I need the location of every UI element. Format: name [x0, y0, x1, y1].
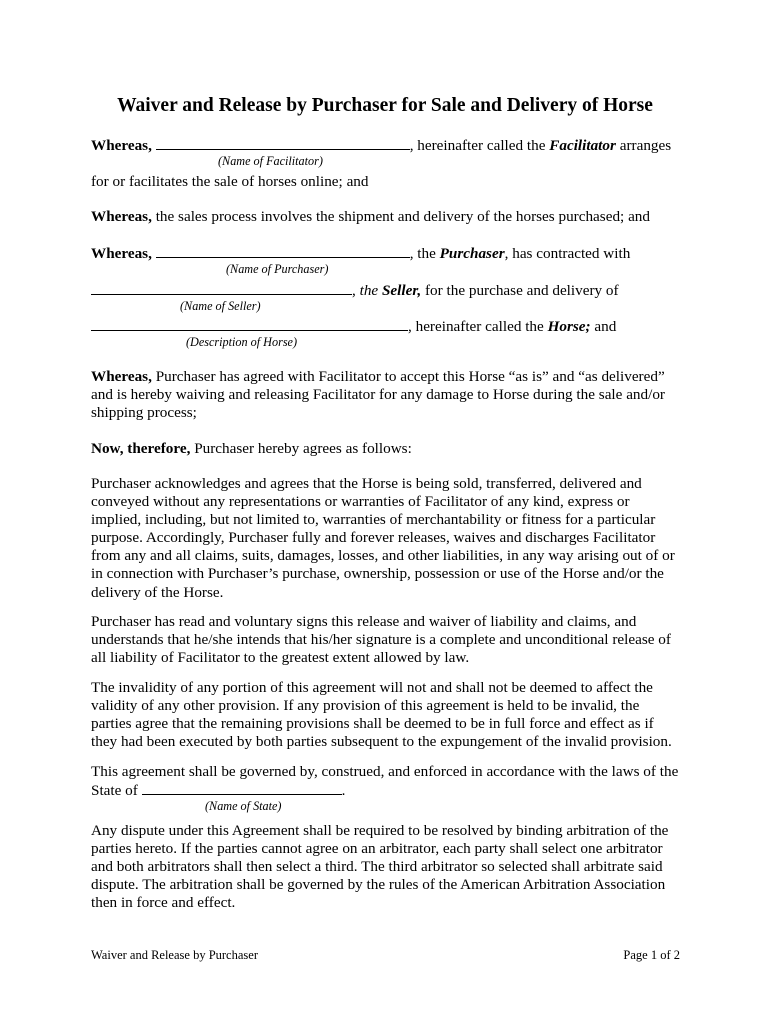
- seller-role: Seller,: [381, 282, 422, 299]
- paragraph-line: then in force and effect.: [91, 894, 236, 912]
- now-therefore-line: [91, 440, 412, 458]
- voluntary-signature-paragraph: [91, 613, 687, 667]
- horse-caption: (Description of Horse): [186, 335, 298, 349]
- seller-tail: for the purchase and delivery of: [425, 282, 619, 299]
- state-label: State of: [91, 782, 138, 799]
- release-paragraph: [91, 475, 687, 602]
- horse-description-blank[interactable]: [91, 317, 408, 331]
- paragraph-line: conveyed without any representations or warranties of Facilitator of any kind, express or: [91, 493, 630, 511]
- whereas-purchaser-line: [91, 244, 630, 263]
- whereas2-text: the sales process involves the shipment and delivery of the horses purchased; and: [155, 208, 650, 225]
- state-caption: (Name of State): [205, 799, 282, 813]
- facilitator-role: Facilitator: [549, 137, 616, 154]
- whereas1-tail: arranges: [619, 137, 672, 154]
- seller-line: [91, 281, 619, 300]
- now-therefore-text: Purchaser hereby agrees as follows:: [194, 440, 412, 457]
- facilitator-name-blank[interactable]: [156, 136, 410, 150]
- purchaser-name-blank[interactable]: [156, 244, 410, 258]
- whereas-label: Whereas,: [91, 245, 152, 262]
- paragraph-line: validity of any other provision. If any provision of this agreement is held to be invalid, the: [91, 697, 640, 715]
- seller-the: the: [359, 282, 379, 299]
- paragraph-line: in connection with Purchaser’s purchase, ownership, possession or use of the Horse and/or the: [91, 565, 664, 583]
- whereas-accept-line1: [91, 368, 665, 386]
- whereas4-line1: Purchaser has agreed with Facilitator to accept this Horse “as is” and “as delivered”: [155, 368, 665, 385]
- paragraph-line: delivery of the Horse.: [91, 583, 224, 601]
- whereas3-tail: , has contracted with: [504, 245, 631, 262]
- seller-caption: (Name of Seller): [180, 299, 261, 313]
- whereas-sales-process: [91, 208, 650, 226]
- document-title: Waiver and Release by Purchaser for Sale and Delivery of Horse: [117, 95, 653, 116]
- purchaser-caption: (Name of Purchaser): [226, 262, 329, 276]
- paragraph-line: implied, including, but not limited to, warranties of merchantability or fitness for a particular: [91, 511, 656, 529]
- seller-pre: ,: [352, 282, 356, 299]
- paragraph-line: and both arbitrators shall then select a third. The third arbitrator so selected shall arbitrate said: [91, 858, 663, 876]
- whereas3-after: , the: [409, 245, 436, 262]
- paragraph-line: parties agree that the remaining provisions shall be deemed to be in full force and effect as if: [91, 715, 654, 733]
- horse-line: [91, 317, 616, 336]
- paragraph-line: parties hereto. If the parties cannot agree on an arbitrator, each party shall select one arbitrator: [91, 840, 663, 858]
- state-period: .: [341, 782, 346, 799]
- facilitator-caption: (Name of Facilitator): [218, 154, 323, 168]
- horse-after: , hereinafter called the: [408, 318, 544, 335]
- arbitration-paragraph: [91, 822, 687, 912]
- paragraph-line: understands that he/she intends that his/her signature is a complete and unconditional release of: [91, 631, 671, 649]
- whereas-label: Whereas,: [91, 208, 152, 225]
- purchaser-role: Purchaser: [439, 245, 505, 262]
- paragraph-line: all liability of Facilitator to the greatest extent allowed by law.: [91, 649, 470, 667]
- state-name-blank[interactable]: [142, 781, 342, 795]
- whereas1-after: , hereinafter called the: [409, 137, 546, 154]
- paragraph-line: purpose. Accordingly, Purchaser fully and forever releases, waives and discharges Facilitator: [91, 529, 656, 547]
- paragraph-line: Any dispute under this Agreement shall be required to be resolved by binding arbitration of the: [91, 822, 669, 839]
- horse-tail: and: [594, 318, 617, 335]
- paragraph-line: Purchaser acknowledges and agrees that the Horse is being sold, transferred, delivered and: [91, 475, 642, 492]
- paragraph-line: The invalidity of any portion of this agreement will not and shall not be deemed to affect the: [91, 679, 653, 696]
- paragraph-line: dispute. The arbitration shall be governed by the rules of the American Arbitration Association: [91, 876, 666, 894]
- paragraph-line: Purchaser has read and voluntary signs this release and waiver of liability and claims, and: [91, 613, 637, 630]
- horse-role: Horse;: [547, 318, 591, 335]
- whereas-label: Whereas,: [91, 137, 152, 154]
- whereas-facilitator-line: [91, 136, 671, 155]
- now-therefore-label: Now, therefore,: [91, 440, 191, 457]
- whereas-label: Whereas,: [91, 368, 152, 385]
- seller-name-blank[interactable]: [91, 281, 352, 295]
- paragraph-line: from any and all claims, suits, damages, losses, and other liabilities, in any way arising out of or: [91, 547, 675, 565]
- whereas4-line3: shipping process;: [91, 404, 197, 421]
- whereas4-line2: and is hereby waiving and releasing Facilitator for any damage to Horse during the sale and/or: [91, 386, 665, 403]
- page-number: Page 1 of 2: [623, 948, 680, 962]
- footer-title: Waiver and Release by Purchaser: [91, 948, 258, 962]
- governing-law-line: This agreement shall be governed by, construed, and enforced in accordance with the laws of the: [91, 763, 679, 780]
- severability-paragraph: [91, 679, 687, 751]
- state-line: [91, 781, 345, 800]
- paragraph-line: they had been executed by both parties subsequent to the expungement of the invalid provision.: [91, 733, 672, 751]
- whereas1-continuation: for or facilitates the sale of horses online; and: [91, 173, 369, 190]
